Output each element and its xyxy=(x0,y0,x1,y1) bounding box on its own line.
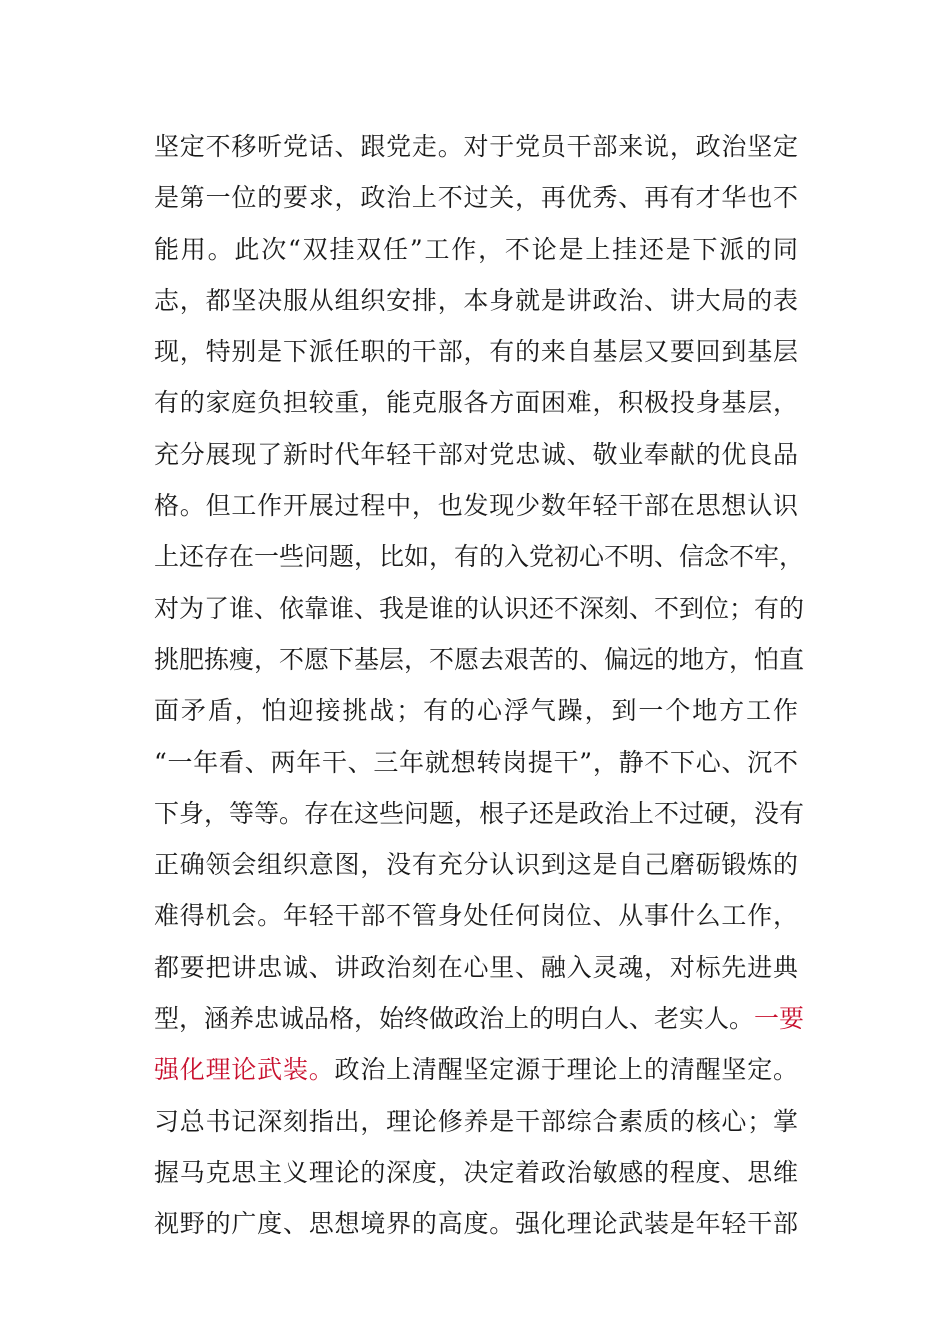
text-line: 挑肥拣瘦，不愿下基层，不愿去艰苦的、偏远的地方，怕直 xyxy=(154,644,805,674)
text-line: 格。但工作开展过程中，也发现少数年轻干部在思想认识 xyxy=(154,491,798,521)
text-line: 习总书记深刻指出，理论修养是干部综合素质的核心；掌 xyxy=(154,1106,798,1136)
text-line: “一年看、两年干、三年就想转岗提干”，静不下心、沉不 xyxy=(154,747,798,777)
text-segment: 型，涵养忠诚品格，始终做政治上的明白人、老实人。 xyxy=(154,1004,755,1034)
text-line: 握马克思主义理论的深度，决定着政治敏感的程度、思维 xyxy=(154,1157,798,1187)
body-text xyxy=(154,121,805,1250)
text-line: 充分展现了新时代年轻干部对党忠诚、敬业奉献的优良品 xyxy=(154,439,798,469)
highlighted-heading-end: 强化理论武装。 xyxy=(154,1055,335,1085)
text-line-with-highlight xyxy=(154,1044,798,1095)
text-line: 对为了谁、依靠谁、我是谁的认识还不深刻、不到位；有的 xyxy=(154,593,805,623)
highlighted-heading-start: 一要 xyxy=(754,1004,805,1034)
text-line: 都要把讲忠诚、讲政治刻在心里、融入灵魂，对标先进典 xyxy=(154,952,798,982)
text-line: 能用。此次“双挂双任”工作，不论是上挂还是下派的同 xyxy=(154,234,798,264)
text-line: 坚定不移听党话、跟党走。对于党员干部来说，政治坚定 xyxy=(154,132,798,161)
text-line: 面矛盾，怕迎接挑战；有的心浮气躁，到一个地方工作 xyxy=(154,696,798,726)
text-line: 有的家庭负担较重，能克服各方面困难，积极投身基层， xyxy=(154,388,798,418)
text-line: 正确领会组织意图，没有充分认识到这是自己磨砺锻炼的 xyxy=(154,850,798,880)
text-line: 上还存在一些问题，比如，有的入党初心不明、信念不牢， xyxy=(154,542,805,572)
text-segment: 政治上清醒坚定源于理论上的清醒坚定。 xyxy=(334,1055,798,1085)
text-line: 难得机会。年轻干部不管身处任何岗位、从事什么工作， xyxy=(154,901,798,931)
text-line: 是第一位的要求，政治上不过关，再优秀、再有才华也不 xyxy=(154,183,798,213)
text-line: 下身，等等。存在这些问题，根子还是政治上不过硬，没有 xyxy=(154,798,805,828)
text-line: 志，都坚决服从组织安排，本身就是讲政治、讲大局的表 xyxy=(154,285,798,315)
text-line-with-highlight xyxy=(154,993,805,1044)
text-line: 现，特别是下派任职的干部，有的来自基层又要回到基层 xyxy=(154,337,798,367)
text-line: 视野的广度、思想境界的高度。强化理论武装是年轻干部 xyxy=(154,1209,798,1239)
